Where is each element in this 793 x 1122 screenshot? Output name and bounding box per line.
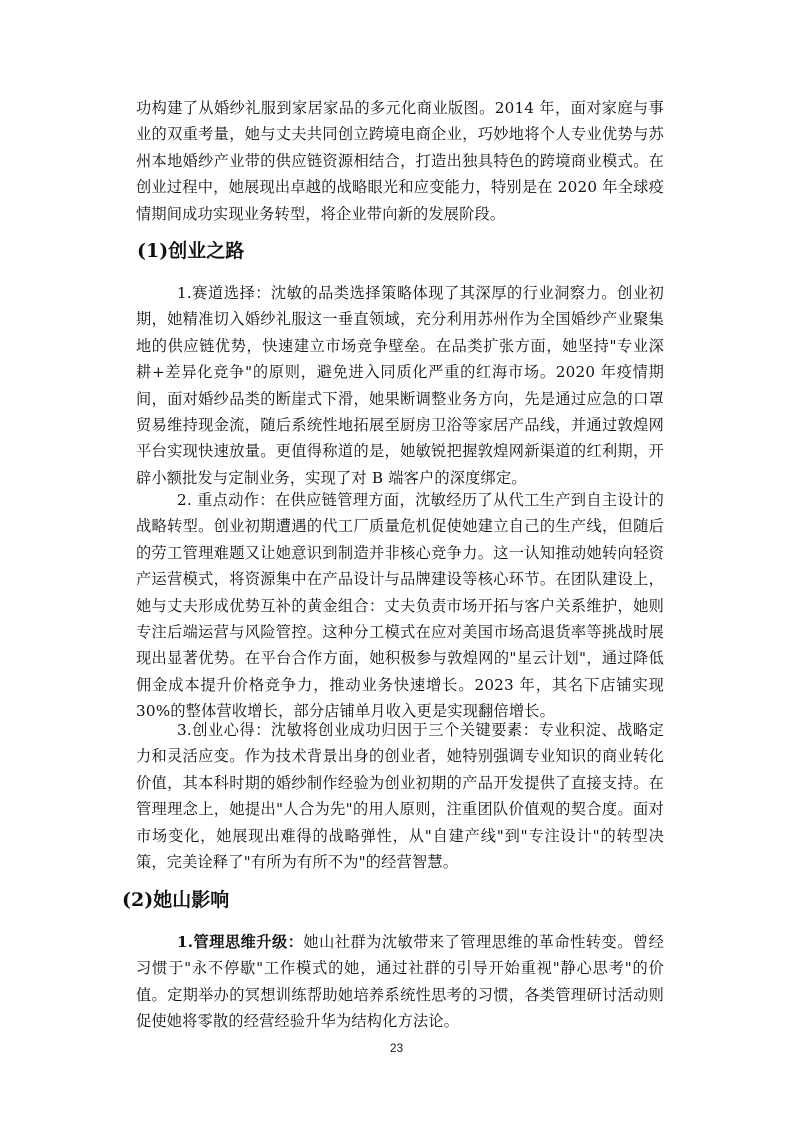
page-number: 23 — [389, 1041, 404, 1055]
intro-paragraph: 功构建了从婚纱礼服到家居家品的多元化商业版图。2014 年，面对家庭与事业的双重考量，她与丈夫共同创立跨境电商企业，巧妙地将个人专业优势与苏州本地婚纱产业带的供应链资源相结合，打造出独具特色的跨境商业模式。在创业过程中，她展现出卓越的战略眼光和应变能力，特别是在 2020 年全球疫情期间成功实现业务转型，将企业带向新的发展阶段。 — [136, 99, 664, 223]
paragraph-lead-title: 1.管理思维升级： — [177, 933, 304, 951]
paragraph-management-upgrade — [136, 929, 664, 1035]
paragraph-body: 她山社群为沈敏带来了管理思维的革命性转变。曾经习惯于"永不停歇"工作模式的她，通过社群的引导开始重视"静心思考"的价值。定期举办的冥想训练帮助她培养系统性思考的习惯，各类管理研讨活动则促使她将零散的经营经验升华为结构化方法论。 — [136, 933, 664, 1031]
section-heading-startup-path: (1)创业之路 — [137, 240, 245, 262]
paragraph-track-selection: 1.赛道选择：沈敏的品类选择策略体现了其深厚的行业洞察力。创业初期，她精准切入婚纱礼服这一垂直领域，充分利用苏州作为全国婚纱产业聚集地的供应链优势，快速建立市场竞争壁垒。在品类扩张方面，她坚持"专业深耕+差异化竞争"的原则，避免进入同质化严重的红海市场。2020 年疫情期间，面对婚纱品类的断崖式下滑，她果断调整业务方向，先是通过应急的口罩贸易维持现金流，随后系统性地拓展至厨房卫浴等家居产品线，并通过敦煌网平台实现快速放量。更值得称道的是，她敏锐把握敦煌网新渠道的红利期，开辟小额批发与定制业务，实现了对 B 端客户的深度绑定。 — [136, 284, 664, 487]
section-heading-tashan-influence: (2)她山影响 — [122, 889, 230, 911]
paragraph-startup-insights: 3.创业心得：沈敏将创业成功归因于三个关键要素：专业积淀、战略定力和灵活应变。作为技术背景出身的创业者，她特别强调专业知识的商业转化价值，其本科时期的婚纱制作经验为创业初期的产品开发提供了直接支持。在管理理念上，她提出"人合为先"的用人原则，注重团队价值观的契合度。面对市场变化，她展现出难得的战略弹性，从"自建产线"到"专注设计"的转型决策，完美诠释了"有所为有所不为"的经营智慧。 — [136, 721, 664, 872]
paragraph-key-actions: 2. 重点动作：在供应链管理方面，沈敏经历了从代工生产到自主设计的战略转型。创业初期遭遇的代工厂质量危机促使她建立自己的生产线，但随后的劳工管理难题又让她意识到制造并非核心竞争力。这一认知推动她转向轻资产运营模式，将资源集中在产品设计与品牌建设等核心环节。在团队建设上，她与丈夫形成优势互补的黄金组合：丈夫负责市场开拓与客户关系维护，她则专注后端运营与风险管控。这种分工模式在应对美国市场高退货率等挑战时展现出显著优势。在平台合作方面，她积极参与敦煌网的"星云计划"，通过降低佣金成本提升价格竞争力，推动业务快速增长。2023 年，其名下店铺实现 30%的整体营收增长，部分店铺单月收入更是实现翻倍增长。 — [136, 491, 664, 721]
